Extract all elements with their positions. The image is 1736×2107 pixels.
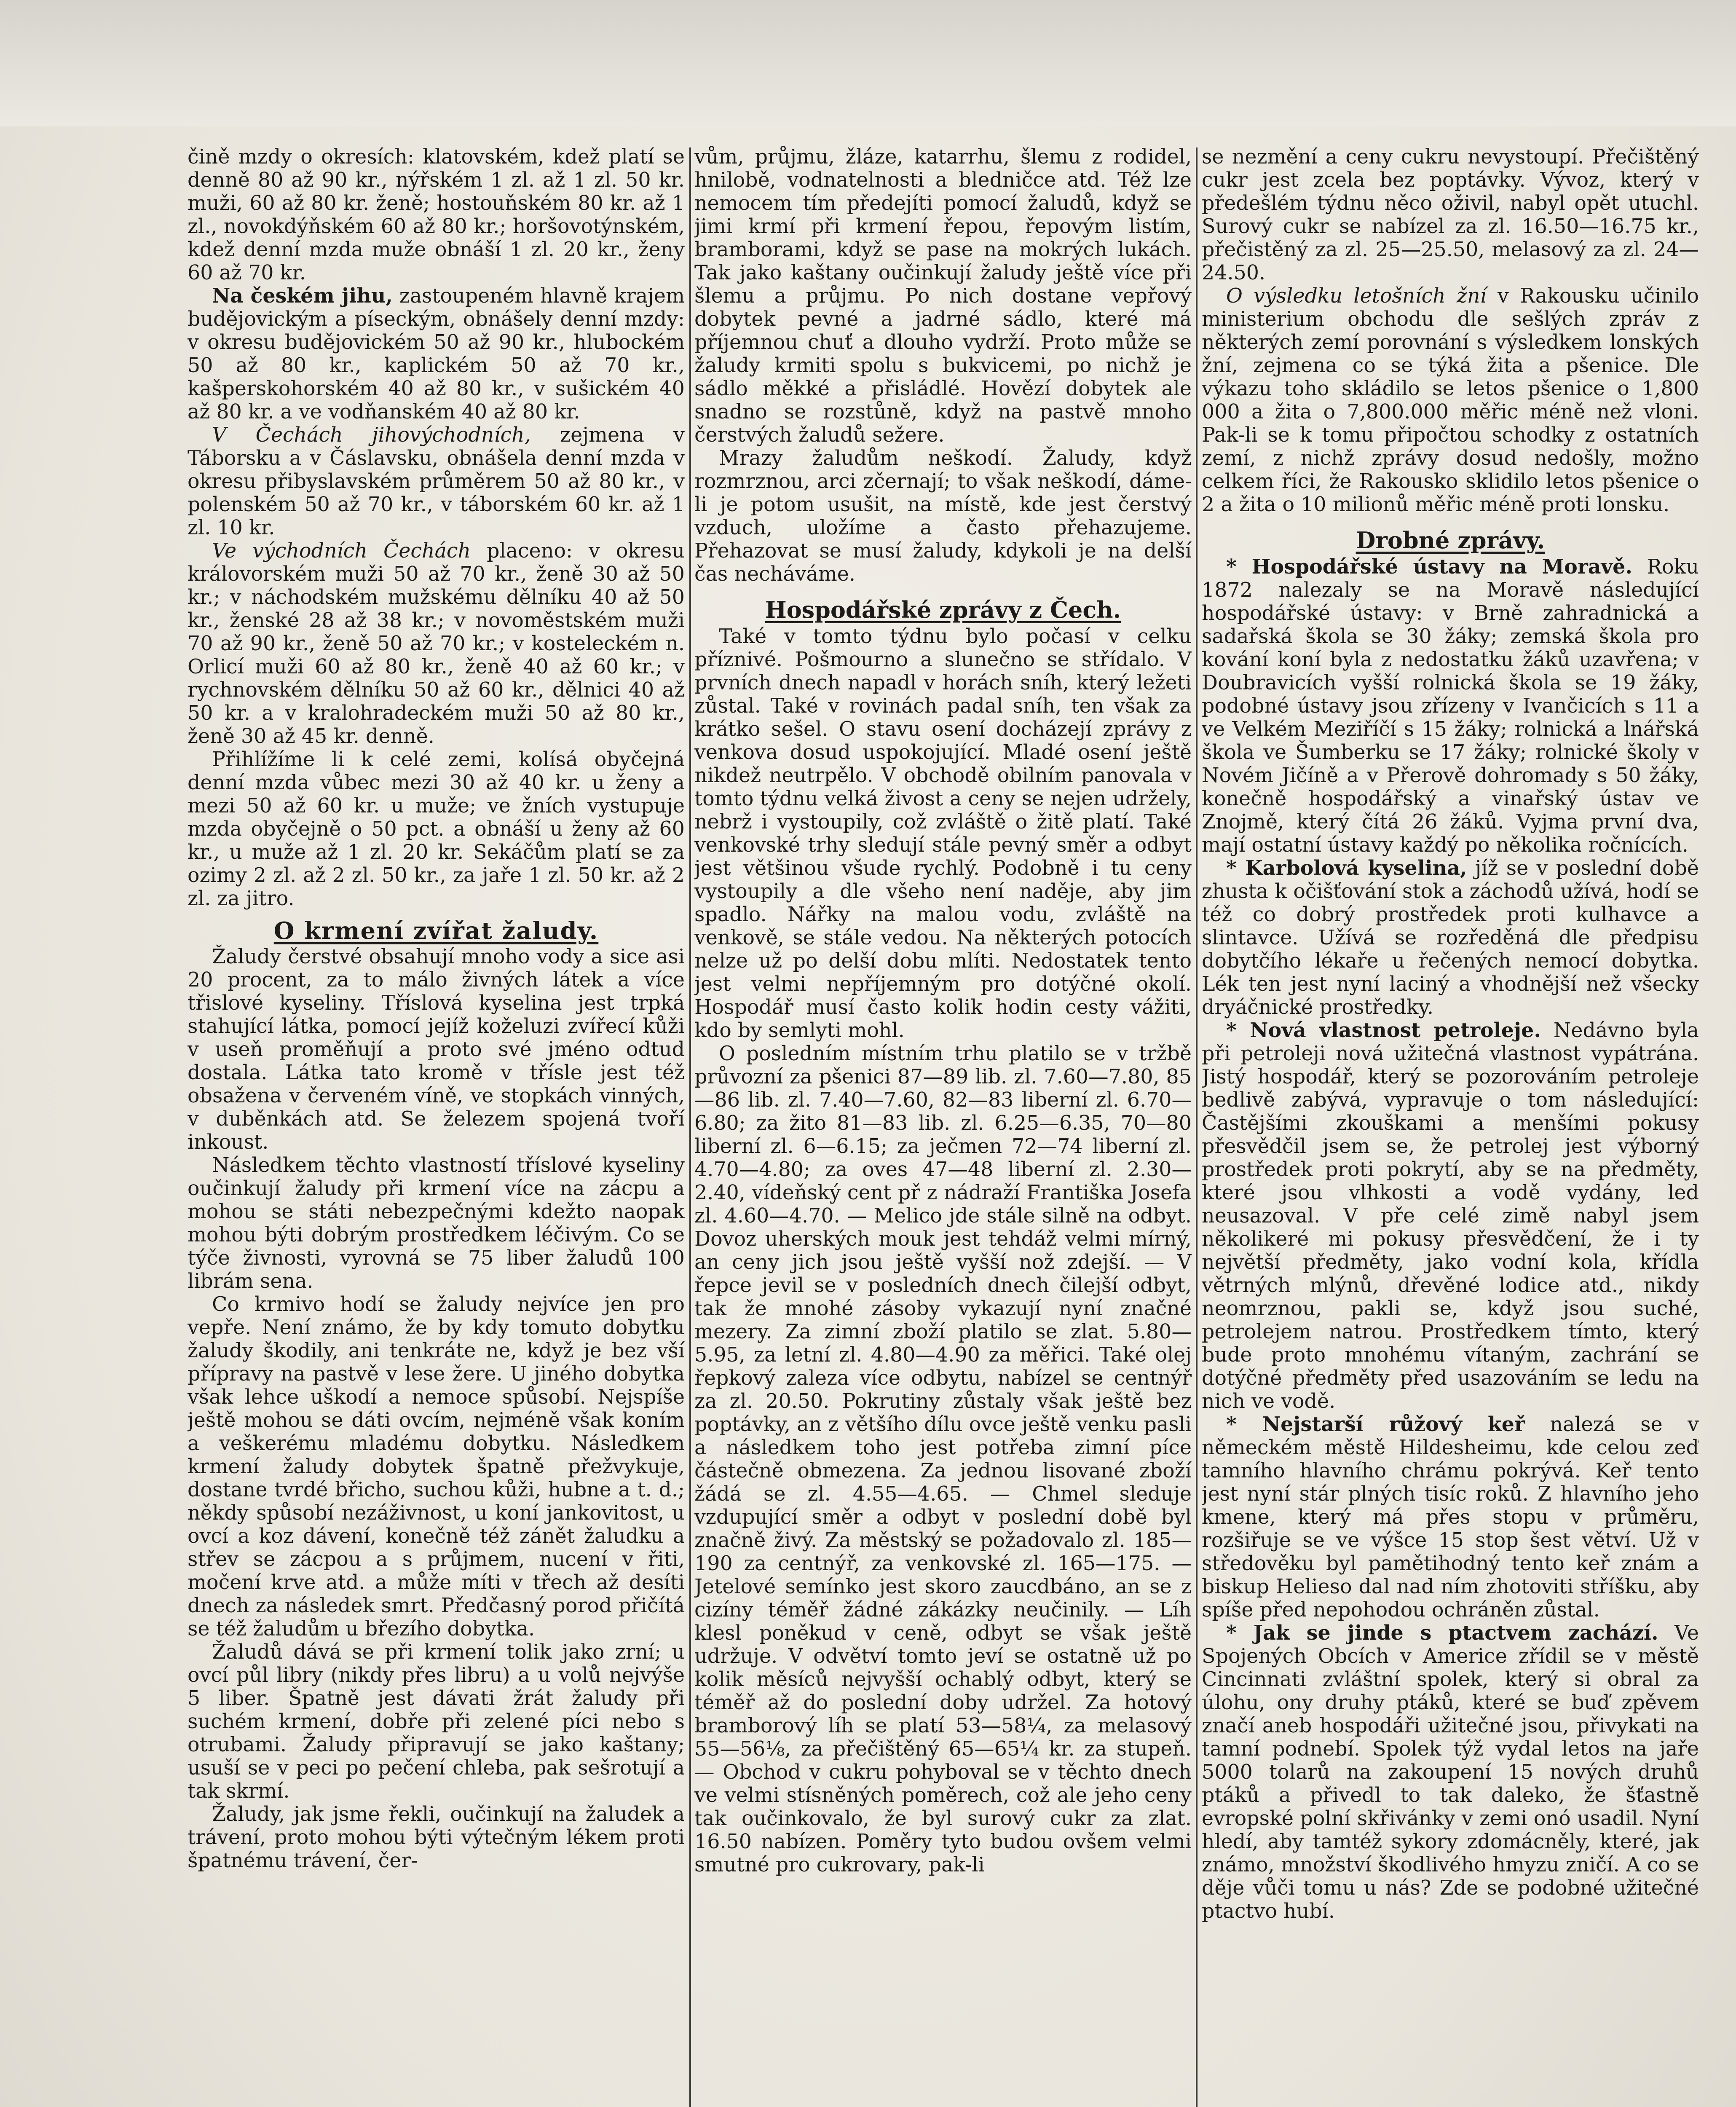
- column-2: [694, 145, 1192, 2107]
- sugar-market-paragraph: se nezmění a ceny cukru nevystoupí. Přečištěný cukr jest zcela bez poptávky. Vývoz, který v předešlém týdnu něco oživil, nabyl opět utuchl. Surový cukr se nabízel za zl. 16.50—16.75 kr., přečistěný za zl. 25—25.50, melasový za zl. 24—24.50.: [1202, 145, 1699, 284]
- column-1: [188, 145, 685, 2107]
- lead-southeast-bohemia: V Čechách jihovýchodních,: [212, 424, 531, 447]
- scan-top-margin: [0, 0, 1736, 126]
- acorns-paragraph-3: Co krmivo hodí se žaludy nejvíce jen pro vepře. Není známo, že by kdy tomuto dobytku žaludy škodily, ani tenkráte ne, když je bez vší přípravy na pastvě v lese žere. U jiného dobytka však lehce uškodí a nemoce spůsobí. Nejspíše ještě mohou se dáti ovcím, nejméně však koním a veškerému mladému dobytku. Následkem krmení žaludy dobytek špatně přežvykuje, dostane tvrdé břicho, suchou kůži, hubne a t. d.; někdy spůsobí nezáživnost, u koní jankovitost, u ovcí a koz dávení, konečně též zánět žaludku a střev se zácpou a s průjmem, nucení v řiti, močení krve atd. a může míti v třech až desíti dnech za následek smrt. Předčasný porod přičítá se též žaludům u březího dobytka.: [188, 1293, 685, 1641]
- article-heading-farm-news: Hospodářské zprávy z Čech.: [765, 596, 1121, 623]
- acorns-paragraph-1: Žaludy čerstvé obsahují mnoho vody a sice asi 20 procent, za to málo živných látek a více třislové kyseliny. Tříslová kyselina jest trpká stahující látka, pomocí jejíž koželuzi zvířecí kůži v useň proměňují a proto své jméno odtud dostala. Látka tato kromě v tříslе jest též obsažena v červeném víně, ve stopkách vinných, v duběnkách atd. Se železem spojená tvoří inkoust.: [188, 945, 685, 1154]
- text-rose-bush: nalezá se v německém městě Hildesheimu, kde celou zeď tamního hlavního chrámu pokrývá. Keř tento jest nyní stár plných tisíc roků. Z hlavního jeho kmene, který má přes stopu v průměru, rozšiřuje se ve výšce 15 stop šest větví. Už v středověku byl pamětihodný tento keř znám a biskup Helieso dal nad ním zhotoviti stříšku, aby spíše před nepohodou ochráněn zůstal.: [1202, 1413, 1699, 1622]
- lead-petroleum: * Nová vlastnost petroleje.: [1226, 1019, 1541, 1042]
- text-birds: Ve Spojených Obcích v Americe zřídil se v městě Cincinnati zvláštní spolek, který si obral za úlohu, ony druhy ptáků, které se buď zpěvem značí aneb hospodáři užitečné jsou, přivykati na tamní podnebí. Spolek týž vydal letos na jaře 5000 tolarů na zakoupení 15 nových druhů ptáků a přivedl to tak daleko, že šťastně evropské polní skřivánky v zemi onó usadil. Nyní hledí, aby tamtéž sykory zdomácněly, které, jak známo, množství škodlivého hmyzu zničí. A co se děje vůči tomu u nás? Zde se podobné užitečné ptactvo hubí.: [1202, 1622, 1699, 1923]
- text-east-bohemia: placeno: v okresu královorském muži 50 až 70 kr., ženě 30 až 50 kr.; v náchodském mužskému dělníku 40 až 50 kr., ženské 28 až 38 kr.; v novoměstském muži 70 až 90 kr., ženě 50 až 70 kr.; v kosteleckém n. Orlicí muži 60 až 80 kr., ženě 40 až 60 kr.; v rychnovském dělníku 50 až 60 kr., dělnici 40 až 50 kr. a v kralohradeckém muži 50 až 80 kr., ženě 30 až 45 kr. denně.: [188, 539, 685, 748]
- farm-news-market: O posledním místním trhu platilo se v tržbě průvozní za pšenici 87—89 lib. zl. 7.60—7.80, 85—86 lib. zl. 7.40—7.60, 82—83 liberní zl. 6.70—6.80; za žito 81—83 lib. zl. 6.25—6.35, 70—80 liberní zl. 6—6.15; za ječmen 72—74 liberní zl. 4.70—4.80; za oves 47—48 liberní zl. 2.30—2.40, vídeňský cent př z nádraží Františka Josefa zl. 4.60—4.70. — Melico jde stále silně na odbyt. Dovoz uherských mouk jest tehdáž velmi mírný, an ceny jich jsou ještě vyšší nož zdejší. — V řepce jevil se v posledních dnech čilejší odbyt, tak že mnohé zásoby vykazují nyní značné mezery. Za zimní zboží platilo se zlat. 5.80—5.95, za letní zl. 4.80—4.90 za měřici. Také olej řepkový zaleza více odbytu, nabízel se centnýř za zl. 20.50. Pokrutiny zůstaly však ještě bez poptávky, an z většího dílu ovce ještě venku pasli a následkem toho jest potřeba zimní píce částečně obmezena. Za jednou lisované zboží žádá se zl. 4.55—4.65. — Chmel sleduje vzdupující směr a odbyt v poslední době byl značně živý. Za městský se požadovalo zl. 185—190 za centnýř, za venkovské zl. 165—175. — Jetelové semínko jest skoro zaucdbáno, an se z cizíny téměř žádné zákázky neučinily. — Líh klesl poněkud v ceně, odbyt se však ještě udržuje. V odvětví tomto jeví se ostatně už po kolik měsíců nejvyšší ochablý odbyt, který se téměř až do poslední doby udržel. Za hotový bramborový líh se platí 53—58¼, za melasový 55—56⅛, za přečištěný 65—65¼ kr. za stupeň. — Obchod v cukru pohyboval se v těchto dnech ve velmi stísněných poměrech, což ale jeho ceny tak oučinkovalo, že byl surový cukr za zlat. 16.50 nabízen. Poměry tyto budou ovšem velmi smutné pro cukrovary, pak-li: [694, 1042, 1192, 1876]
- article-heading-acorns: O krmení zvířat žaludy.: [273, 917, 599, 945]
- farm-news-weather: Také v tomto týdnu bylo počasí v celku příznivé. Pošmourno a slunečno se střídalo. V prvních dnech napadl v horách sníh, který ležeti zůstal. Také v rovinách padal sníh, ten však za krátko sešel. O stavu osení docházejí zprávy z venkova dosud uspokojující. Mladé osení ještě nikdež neutrpělo. V obchodě obilním panovala v tomto týdnu velká živost a ceny se nejen udržely, nebrž i vystoupily, což zvláště o žitě platí. Také venkovské trhy sledují stále pevný směr a odbyt jest většinou všude rychlý. Podobně i tu ceny vystoupily a dle všeho není naděje, aby jim spadlo. Nářky na malou vodu, zvláště na venkově, se stále vedou. Na některých potocích nelze už po delší dobu mlíti. Nedostatek tento jest velmi nepříjemným pro dotýčné okolí. Hospodář musí často kolik hodin cesty vážiti, kdo by semlyti mohl.: [694, 625, 1192, 1042]
- text-southeast-bohemia: zejmena v Táborsku a v Čáslavsku, obnášela denní mzda v okresu přibyslavském průměrem 50 až 80 kr., v polenském 50 až 70 kr., v táborském 60 kr. až 1 zl. 10 kr.: [188, 424, 685, 539]
- acorns-paragraph-continued: vům, průjmu, žláze, katarrhu, šlemu z rodidel, hnilobě, vodnatelnosti a bledničce atd. Též lze nemocem tím předejíti pomocí žaludů, když se jimi krmí při krmení řepou, řepovým listím, bramborami, když se pase na mokrých lukách. Tak jako kaštany oučinkují žaludy ještě více při šlemu a průjmu. Po nich dostane vepřový dobytek pevné a jadrné sádlo, které má příjemnou chuť a dlouho vydrží. Proto může se žaludy krmiti spolu s bukvicemi, po nichž je sádlo měkké a přisládlé. Hovězí dobytek ale snadno se rozstůně, když na pastvě mnoho čerstvých žaludů sežere.: [694, 145, 1192, 447]
- text-harvest-results: v Rakousku učinilo ministerium obchodu dle sešlých zpráv z některých zemí porovnání s výsledkem lonských žní, zejmena co se týká žita a pšenice. Dle výkazu toho skládilo se letos pšenice o 1,800 000 a žita o 7,800.000 měřic méně než vloni. Pak-li se k tomu připočtou schodky z ostatních zemí, z nichž zprávy dosud nedošly, možno celkem říci, že Rakousko sklidilo letos pšenice o 2 a žita o 10 milionů měřic méně proti lonsku.: [1202, 284, 1699, 516]
- news-petroleum: [1202, 1019, 1699, 1413]
- column-3: [1202, 145, 1699, 2107]
- column-rule-1: [689, 147, 691, 2107]
- lead-carbolic-acid: * Karbolová kyselina,: [1226, 856, 1467, 880]
- column-rule-2: [1196, 147, 1198, 2107]
- text-petroleum: Nedávno byla při petroleji nová užitečná vlastnost vypátrána. Jistý hospodář, který se pozorováním petroleje bedlivě zabývá, vypravuje o tom následující: Častějšími zkouškami a menšími pokusy přesvědčil jsem se, že petrolej jest výborný prostředek proti pokrytí, aby se na předměty, které jsou vlhkosti a vodě vydány, led neusazoval. V pře celé zimě nabyl jsem několikeré mi pokusy přesvědčení, že i ty největší předměty, jako vodní kola, křídla větrných mlýnů, dřevěné lodice atd., nikdy neomrznou, pakli se, když jsou suché, petrolejem natrou. Prostředkem tímto, který bude proto mnohému vítaným, zachrání se dotýčné předměty před usazováním se ledu na nich ve vodě.: [1202, 1019, 1699, 1413]
- acorns-paragraph-frost: Mrazy žaludům neškodí. Žaludy, když rozmrznou, arci zčernají; to však neškodí, dáme-li je potom usušit, na místě, kde jest čerstvý vzduch, uložíme a často přehazujeme. Přehazovat se musí žaludy, kdykoli je na delší čas necháváme.: [694, 447, 1192, 586]
- wages-paragraph-summary: Přihlížíme li k celé zemi, kolísá obyčejná denní mzda vůbec mezi 30 až 40 kr. u ženy a mezi 50 až 60 kr. u muže; ve žních vystupuje mzda obyčejně o 50 pct. a obnáší u ženy až 60 kr., u muže až 1 zl. 20 kr. Sekáčům platí se za ozimy 2 zl. až 2 zl. 50 kr., za jaře 1 zl. 50 kr. až 2 zl. za jitro.: [188, 748, 685, 910]
- text-south-bohemia: zastoupeném hlavně krajem budějovickým a píseckým, obnášely denní mzdy: v okresu budějovickém 50 až 90 kr., hlubockém 50 až 80 kr., kaplickém 50 až 70 kr., kašperskohorském 40 až 80 kr., v sušickém 40 až 80 kr. a ve vodňanském 40 až 80 kr.: [188, 284, 685, 424]
- wages-paragraph-southeast: [188, 424, 685, 539]
- text-carbolic-acid: jíž se v poslední době zhusta k očišťování stok a záchodů užívá, hodí se též co dobrý prostředek proti kulhavce a slintavce. Užívá se rozředěná dle předpisu dobytčího lékaře u řečených nemocí dobytka. Lék ten jest nyní laciný a vhodnější než všecky dryáčnické prostředky.: [1202, 857, 1699, 1019]
- text-moravia-schools: Roku 1872 nalezaly se na Moravě následující hospodářské ústavy: v Brně zahradnická a sadařská škola se 30 žáky; zemská škola pro kování koní byla z nedostatku žáků uzavřena; v Doubravicích vyšší rolnická škola se 19 žáky, podobné ústavy jsou zřízeny v Ivančicích s 11 a ve Velkém Meziříčí s 15 žáky; rolnická a lnářská škola ve Šumberku se 17 žáky; rolnické školy v Novém Jičíně a v Přerově dohromady s 50 žáky, konečně hospodářský a vinařský ústav ve Znojmě, který čítá 26 žáků. Vyjma první dva, mají ostatní ústavy každý po několika ročnících.: [1202, 555, 1699, 857]
- article-heading-short-news: Drobné zprávy.: [1356, 527, 1545, 554]
- harvest-results-paragraph: [1202, 284, 1699, 516]
- acorns-paragraph-4: Žaludů dává se při krmení tolik jako zrní; u ovcí půl libry (nikdy přes libru) a u volů nejvýše 5 liber. Špatně jest dávati žrát žaludy při suchém krmení, dobře při zelené píci nebo s otrubami. Žaludy připravují se jako kaštany; usuší se v peci po pečení chleba, pak sešrotují a tak skrmí.: [188, 1641, 685, 1803]
- wages-paragraph-east: [188, 539, 685, 748]
- lead-rose-bush: * Nejstarší růžový keř: [1226, 1413, 1525, 1436]
- lead-moravia-schools: * Hospodářské ústavy na Moravě.: [1226, 555, 1632, 579]
- wages-paragraph-klatovy: čině mzdy o okresích: klatovském, kdež platí se denně 80 až 90 kr., nýřském 1 zl. až 1 zl. 50 kr. muži, 60 až 80 kr. ženě; hostouňském 80 kr. až 1 zl., novokdýňském 60 až 80 kr.; horšovotýnském, kdež denní mzda muže obnáší 1 zl. 20 kr., ženy 60 až 70 kr.: [188, 145, 685, 284]
- lead-birds: * Jak se jinde s ptactvem zachází.: [1226, 1621, 1658, 1645]
- acorns-paragraph-5: Žaludy, jak jsme řekli, oučinkují na žaludek a trávení, proto mohou býti výtečným lékem proti špatnému trávení, čer-: [188, 1803, 685, 1872]
- acorns-paragraph-2: Následkem těchto vlastností tříslové kyseliny oučinkují žaludy při krmení více na zácpu a mohou se státi nebezpečnými kdežto naopak mohou býti dobrým prostředkem léčivým. Co se týče živnosti, vyrovná se 75 liber žaludů 100 librám sena.: [188, 1154, 685, 1293]
- lead-harvest-results: O výsledku letošních žní: [1226, 284, 1487, 308]
- lead-south-bohemia: Na českém jihu,: [212, 284, 393, 308]
- news-birds: [1202, 1622, 1699, 1923]
- wages-paragraph-south: [188, 284, 685, 424]
- lead-east-bohemia: Ve východních Čechách: [212, 539, 471, 563]
- news-carbolic-acid: [1202, 857, 1699, 1019]
- news-moravia-schools: [1202, 555, 1699, 857]
- news-rose-bush: [1202, 1413, 1699, 1622]
